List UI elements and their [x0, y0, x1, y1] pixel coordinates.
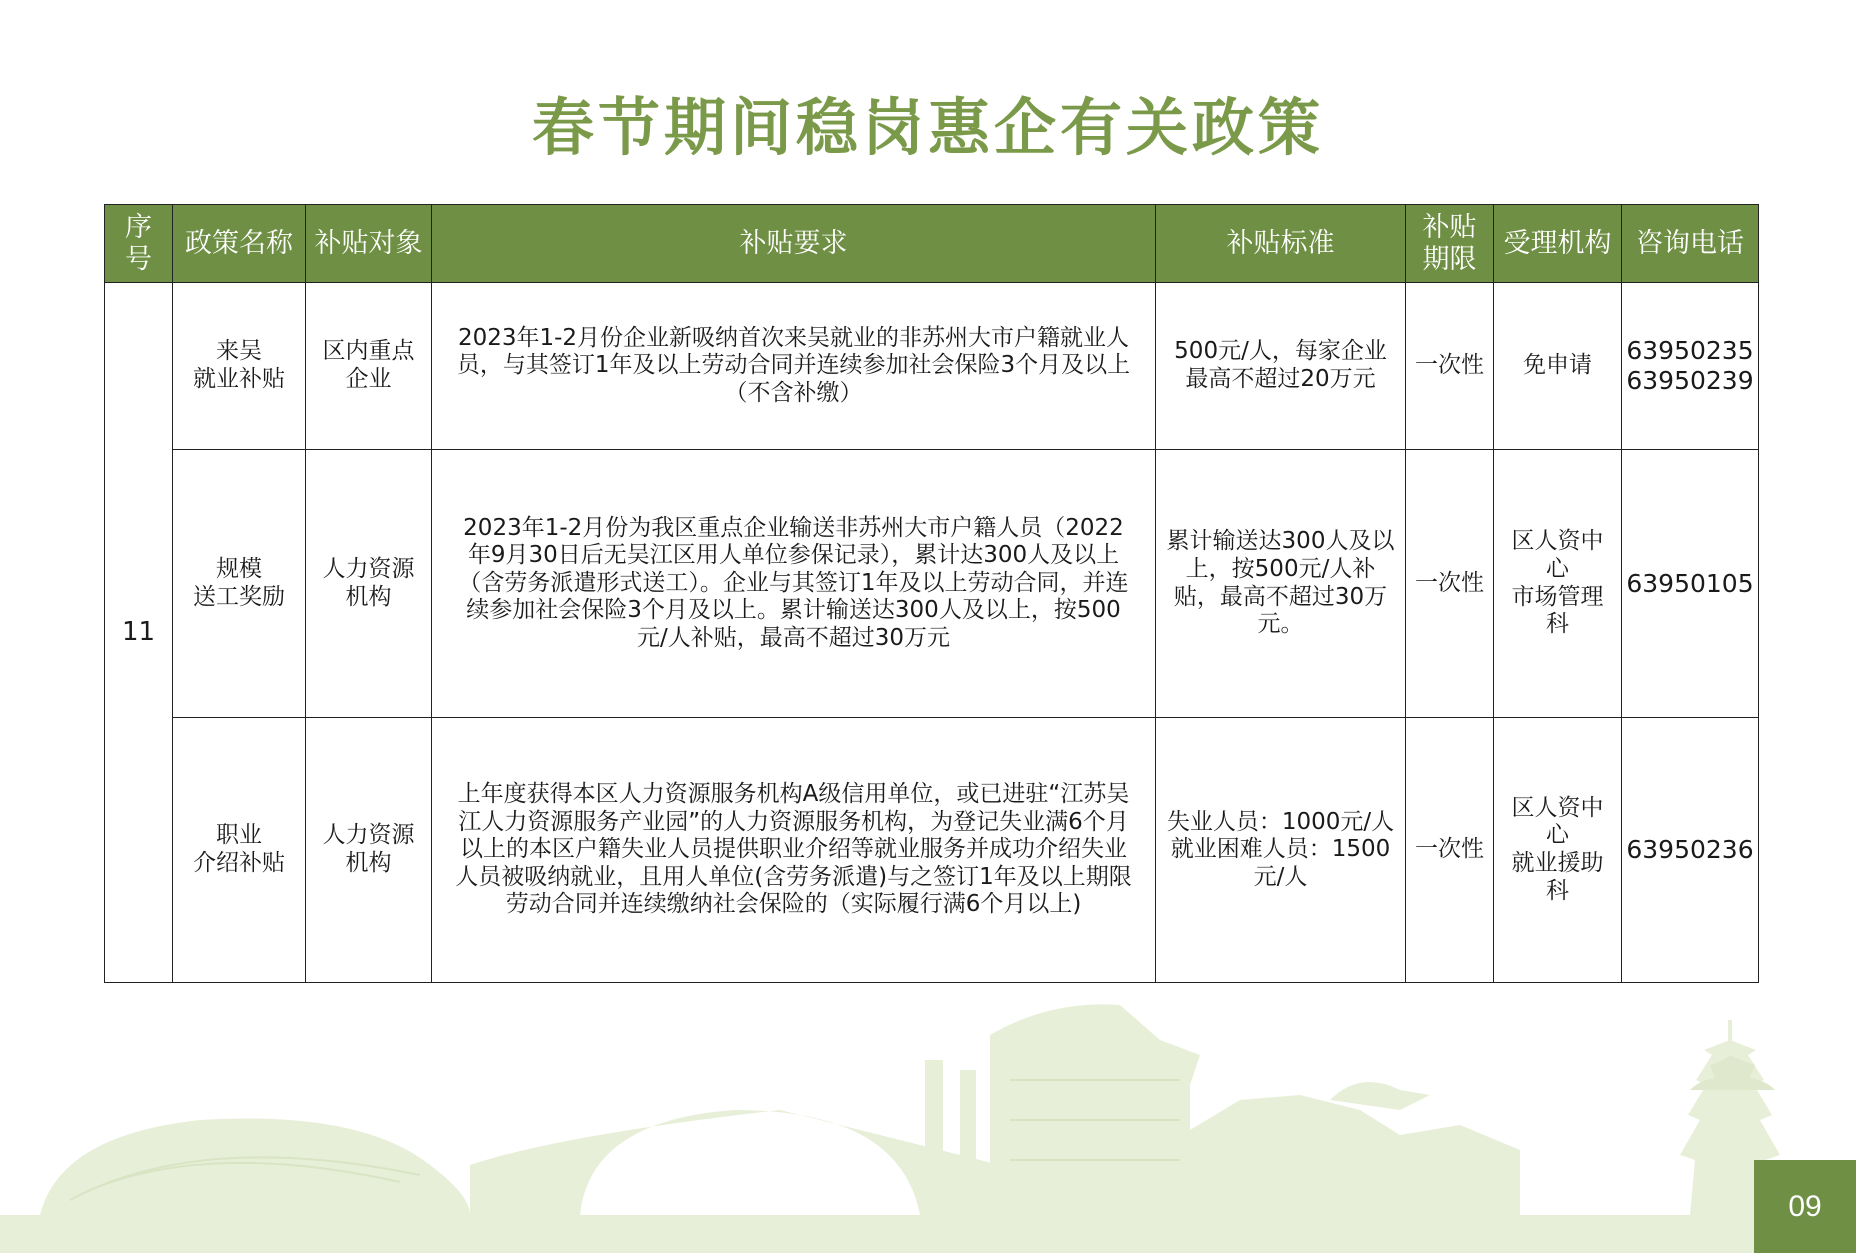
period-cell: 一次性 — [1406, 718, 1494, 983]
gate-pillar — [925, 1060, 943, 1215]
header-phone: 咨询电话 — [1622, 205, 1759, 283]
stadium-shape — [40, 1118, 470, 1215]
museum-shape — [990, 1004, 1200, 1215]
policy-table — [104, 204, 1759, 983]
agency-cell: 区人资中心 市场管理科 — [1494, 450, 1622, 718]
city-skyline-illustration — [0, 960, 1856, 1253]
agency-cell: 免申请 — [1494, 283, 1622, 450]
skyline-ground — [0, 1215, 1856, 1253]
target-cell: 人力资源 机构 — [306, 718, 432, 983]
policy-name-cell: 规模 送工奖励 — [173, 450, 306, 718]
header-agency: 受理机构 — [1494, 205, 1622, 283]
requirement-cell: 2023年1-2月份企业新吸纳首次来吴就业的非苏州大市户籍就业人员，与其签订1年及以上劳动合同并连续参加社会保险3个月及以上（不含补缴） — [432, 283, 1156, 450]
requirement-cell: 2023年1-2月份为我区重点企业输送非苏州大市户籍人员（2022年9月30日后无吴江区用人单位参保记录），累计达300人及以上（含劳务派遣形式送工）。企业与其签订1年及以上劳动合同，并连续参加社会保险3个月及以上。累计输送达300人及以上，按500元/人补贴，最高不超过30万元 — [432, 450, 1156, 718]
houses-shape — [1190, 1095, 1520, 1215]
standard-cell: 失业人员：1000元/人 就业困难人员：1500元/人 — [1156, 718, 1406, 983]
header-target: 补贴对象 — [306, 205, 432, 283]
table-row — [105, 450, 1759, 718]
seq-cell: 11 — [105, 283, 173, 983]
period-cell: 一次性 — [1406, 450, 1494, 718]
bridge-shape — [470, 1110, 1000, 1215]
header-seq: 序号 — [105, 205, 173, 283]
agency-cell: 区人资中心 就业援助科 — [1494, 718, 1622, 983]
table-row — [105, 718, 1759, 983]
standard-cell: 累计输送达300人及以上，按500元/人补贴，最高不超过30万元。 — [1156, 450, 1406, 718]
header-policy-name: 政策名称 — [173, 205, 306, 283]
header-standard: 补贴标准 — [1156, 205, 1406, 283]
phone-cell: 63950236 — [1622, 718, 1759, 983]
temple-roof-shape — [1330, 1082, 1430, 1110]
page-number-badge: 09 — [1754, 1160, 1856, 1253]
period-cell: 一次性 — [1406, 283, 1494, 450]
header-row — [105, 205, 1759, 283]
phone-cell: 63950235 63950239 — [1622, 283, 1759, 450]
policy-name-cell: 来吴 就业补贴 — [173, 283, 306, 450]
phone-cell: 63950105 — [1622, 450, 1759, 718]
header-requirement: 补贴要求 — [432, 205, 1156, 283]
gate-pillar — [960, 1070, 976, 1215]
standard-cell: 500元/人，每家企业最高不超过20万元 — [1156, 283, 1406, 450]
header-period: 补贴 期限 — [1406, 205, 1494, 283]
page-title: 春节期间稳岗惠企有关政策 — [531, 91, 1324, 164]
policy-name-cell: 职业 介绍补贴 — [173, 718, 306, 983]
requirement-cell: 上年度获得本区人力资源服务机构A级信用单位，或已进驻“江苏吴江人力资源服务产业园”的人力资源服务机构，为登记失业满6个月以上的本区户籍失业人员提供职业介绍等就业服务并成功介绍失业人员被吸纳就业，且用人单位(含劳务派遣)与之签订1年及以上期限劳动合同并连续缴纳社会保险的（实际履行满6个月以上) — [432, 718, 1156, 983]
target-cell: 区内重点 企业 — [306, 283, 432, 450]
table-row — [105, 283, 1759, 450]
target-cell: 人力资源 机构 — [306, 450, 432, 718]
